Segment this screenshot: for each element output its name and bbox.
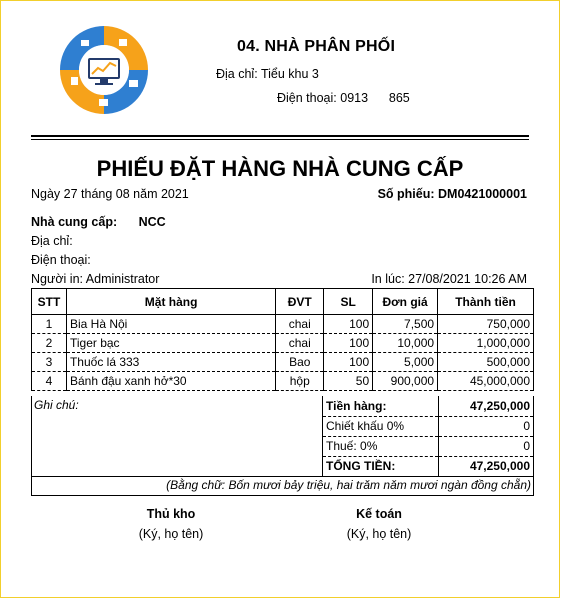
cell-stt: 2	[32, 334, 67, 353]
print-time: In lúc: 27/08/2021 10:26 AM	[371, 272, 527, 286]
header-price: Đơn giá	[373, 289, 438, 315]
cell-amount: 750,000	[438, 315, 534, 334]
company-address	[216, 67, 319, 81]
cell-price: 7,500	[373, 315, 438, 334]
company-address-value: Tiểu khu 3	[260, 67, 319, 81]
cell-unit: chai	[276, 315, 324, 334]
printed-by: Người in: Administrator	[31, 272, 160, 286]
notes-box	[31, 396, 323, 476]
cell-price: 10,000	[373, 334, 438, 353]
table-row	[32, 372, 534, 391]
company-address-label: Địa chỉ:	[216, 67, 258, 81]
cell-amount: 1,000,000	[438, 334, 534, 353]
cell-stt: 4	[32, 372, 67, 391]
cell-item: Bánh đậu xanh hở*30	[66, 372, 275, 391]
total-value: 47,250,000	[438, 456, 534, 476]
header-qty: SL	[324, 289, 373, 315]
cell-item: Bia Hà Nội	[66, 315, 275, 334]
table-row	[32, 353, 534, 372]
subtotal-label: Tiền hàng:	[323, 396, 438, 416]
tax-row	[323, 436, 534, 456]
cell-item: Thuốc lá 333	[66, 353, 275, 372]
total-row	[323, 456, 534, 476]
header-divider	[31, 135, 529, 137]
document-title: PHIẾU ĐẶT HÀNG NHÀ CUNG CẤP	[96, 156, 464, 181]
company-phone	[277, 91, 410, 105]
cell-price: 5,000	[373, 353, 438, 372]
accountant-title: Kế toán	[356, 507, 402, 521]
header-stt: STT	[32, 289, 67, 315]
items-table	[31, 288, 534, 391]
company-name: 04. NHÀ PHÂN PHỐI	[237, 38, 396, 55]
cell-price: 900,000	[373, 372, 438, 391]
header-unit: ĐVT	[276, 289, 324, 315]
business-analytics-logo-icon	[59, 25, 149, 115]
cell-unit: hộp	[276, 372, 324, 391]
cell-unit: chai	[276, 334, 324, 353]
cell-stt: 3	[32, 353, 67, 372]
document-date: Ngày 27 tháng 08 năm 2021	[31, 187, 189, 201]
subtotal-value: 47,250,000	[438, 396, 534, 416]
supplier	[31, 215, 166, 229]
discount-label: Chiết khấu 0%	[323, 416, 438, 436]
cell-stt: 1	[32, 315, 67, 334]
tax-label: Thuế: 0%	[323, 436, 438, 456]
header-divider-thin	[31, 139, 529, 140]
supplier-value: NCC	[138, 215, 166, 229]
warehouse-sign-hint: (Ký, họ tên)	[138, 527, 204, 541]
cell-qty: 100	[324, 353, 373, 372]
cell-qty: 100	[324, 315, 373, 334]
tax-value: 0	[438, 436, 534, 456]
totals-table	[323, 396, 534, 477]
supplier-phone-label: Điện thoại:	[31, 253, 91, 267]
warehouse-title: Thủ kho	[146, 507, 196, 521]
accountant-signature	[319, 507, 439, 541]
header-item: Mặt hàng	[66, 289, 275, 315]
company-phone-label: Điện thoại:	[277, 91, 337, 105]
discount-value: 0	[438, 416, 534, 436]
subtotal-row	[323, 396, 534, 416]
voucher-label: Số phiếu:	[377, 187, 435, 201]
cell-item: Tiger bạc	[66, 334, 275, 353]
voucher-number	[378, 187, 527, 201]
header-amount: Thành tiền	[438, 289, 534, 315]
table-header-row	[32, 289, 534, 315]
cell-qty: 50	[324, 372, 373, 391]
company-phone-value: 0913 865	[340, 91, 410, 105]
supplier-address-label: Địa chỉ:	[31, 234, 73, 248]
cell-amount: 45,000,000	[438, 372, 534, 391]
discount-row	[323, 416, 534, 436]
cell-amount: 500,000	[438, 353, 534, 372]
table-row	[32, 315, 534, 334]
accountant-sign-hint: (Ký, họ tên)	[346, 527, 412, 541]
cell-qty: 100	[324, 334, 373, 353]
table-row	[32, 334, 534, 353]
in-words-divider	[31, 476, 534, 477]
notes-label: Ghi chú:	[34, 398, 79, 412]
cell-unit: Bao	[276, 353, 324, 372]
warehouse-signature	[111, 507, 231, 541]
voucher-value: DM0421000001	[438, 187, 527, 201]
supplier-label: Nhà cung cấp:	[31, 215, 118, 229]
amount-in-words: (Bằng chữ: Bốn mươi bảy triệu, hai trăm năm mươi ngàn đồng chẵn)	[31, 476, 534, 496]
total-label: TỔNG TIỀN:	[323, 456, 438, 476]
